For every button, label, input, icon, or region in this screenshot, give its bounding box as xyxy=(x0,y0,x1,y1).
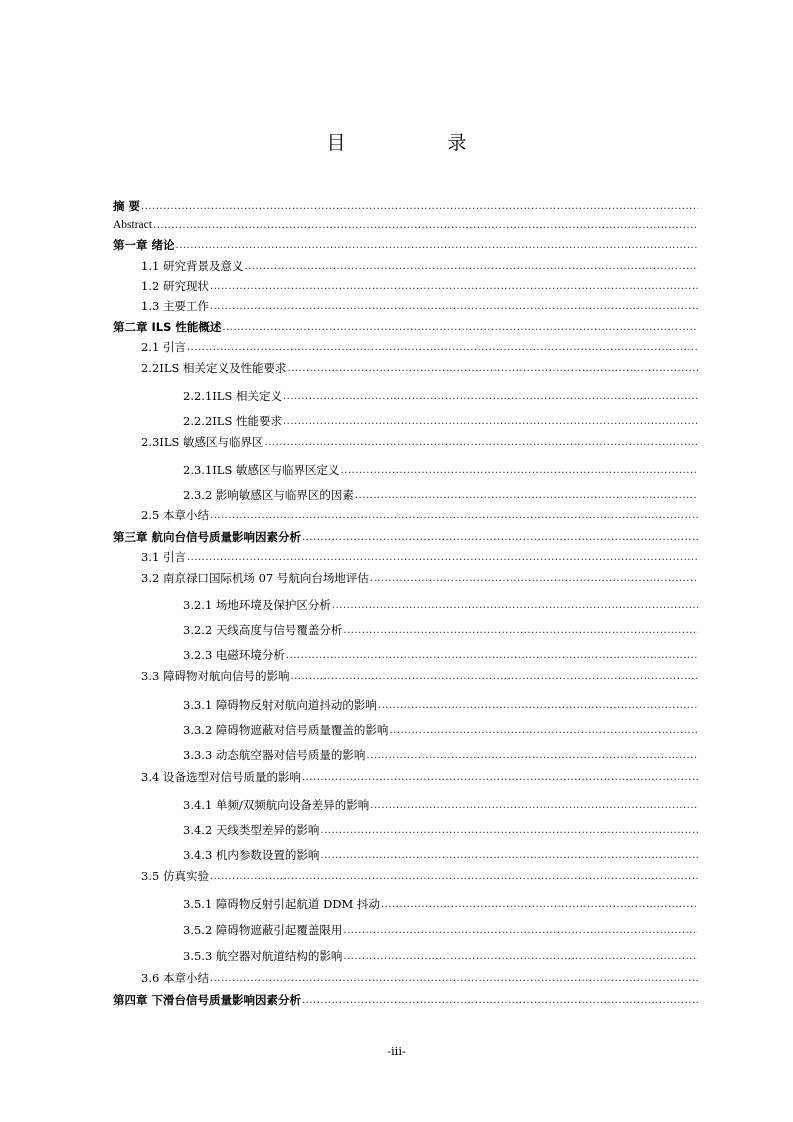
toc-entry-label: 第一章 绪论 xyxy=(113,238,175,252)
dot-leader xyxy=(222,320,698,334)
toc-entry[interactable] xyxy=(113,414,698,428)
toc-entry[interactable] xyxy=(113,949,698,963)
dot-leader xyxy=(370,571,698,585)
dot-leader xyxy=(343,923,698,937)
toc-entry[interactable] xyxy=(113,798,698,812)
toc-entry-label: 摘 要 xyxy=(113,199,141,213)
toc-entry-label: 3.3 障碍物对航向信号的影响 xyxy=(141,669,290,683)
toc-entry[interactable] xyxy=(113,259,698,273)
toc-entry-label: 2.3.2 影响敏感区与临界区的因素 xyxy=(183,488,354,502)
toc-entry-label: 第四章 下滑台信号质量影响因素分析 xyxy=(113,993,302,1007)
toc-entry[interactable] xyxy=(113,508,698,522)
toc-entry-label: 3.5.2 障碍物遮蔽引起覆盖限用 xyxy=(183,923,343,937)
toc-entry-label: 3.2 南京禄口国际机场 07 号航向台场地评估 xyxy=(141,571,369,585)
toc-entry-label: 3.2.3 电磁环境分析 xyxy=(183,648,285,662)
toc-entry[interactable] xyxy=(113,320,698,334)
toc-entry[interactable] xyxy=(113,279,698,293)
toc-entry[interactable] xyxy=(113,698,698,712)
toc-entry[interactable] xyxy=(113,923,698,937)
toc-entry-label: 3.4.3 机内参数设置的影响 xyxy=(183,848,320,862)
dot-leader xyxy=(288,361,698,375)
dot-leader xyxy=(141,199,698,213)
dot-leader xyxy=(283,389,698,403)
dot-leader xyxy=(283,414,698,428)
toc-entry[interactable] xyxy=(113,550,698,564)
dot-leader xyxy=(153,218,698,232)
dot-leader xyxy=(343,623,698,637)
toc-entry-label: 3.3.1 障碍物反射对航向道抖动的影响 xyxy=(183,698,377,712)
page-title: 目 录 xyxy=(326,132,515,154)
toc-entry[interactable] xyxy=(113,488,698,502)
toc-entry[interactable] xyxy=(113,623,698,637)
dot-leader xyxy=(210,869,698,883)
toc-entry[interactable] xyxy=(113,361,698,375)
dot-leader xyxy=(332,598,698,612)
dot-leader xyxy=(210,508,698,522)
toc-entry[interactable] xyxy=(113,530,698,544)
toc-entry-label: 2.2.2ILS 性能要求 xyxy=(183,414,282,428)
toc-entry-label: 第三章 航向台信号质量影响因素分析 xyxy=(113,530,302,544)
toc-entry-label: 1.2 研究现状 xyxy=(141,279,209,293)
toc-entry-label: 3.3.2 障碍物遮蔽对信号质量覆盖的影响 xyxy=(183,723,389,737)
dot-leader xyxy=(302,770,698,784)
dot-leader xyxy=(355,488,698,502)
dot-leader xyxy=(187,550,698,564)
toc-entry-label: 3.2.1 场地环境及保护区分析 xyxy=(183,598,331,612)
dot-leader xyxy=(210,279,698,293)
page-number: -iii- xyxy=(387,1044,406,1058)
toc-entry[interactable] xyxy=(113,869,698,883)
dot-leader xyxy=(290,669,698,683)
toc-entry-label: 2.3ILS 敏感区与临界区 xyxy=(141,435,264,449)
dot-leader xyxy=(244,259,698,273)
toc-entry-label: Abstract xyxy=(113,219,152,231)
toc-entry[interactable] xyxy=(113,389,698,403)
dot-leader xyxy=(286,648,698,662)
toc-entry[interactable] xyxy=(113,669,698,683)
toc-entry-label: 2.5 本章小结 xyxy=(141,508,209,522)
toc-entry[interactable] xyxy=(113,340,698,354)
toc-entry[interactable] xyxy=(113,435,698,449)
toc-entry-label: 3.2.2 天线高度与信号覆盖分析 xyxy=(183,623,343,637)
dot-leader xyxy=(378,698,698,712)
toc-entry-label: 3.5.3 航空器对航道结构的影响 xyxy=(183,949,343,963)
toc-entry-label: 3.3.3 动态航空器对信号质量的影响 xyxy=(183,748,366,762)
toc-entry-label: 3.4.2 天线类型差异的影响 xyxy=(183,823,320,837)
toc-entry-label: 第二章 ILS 性能概述 xyxy=(113,320,222,334)
toc-entry[interactable] xyxy=(113,218,698,232)
toc-entry[interactable] xyxy=(113,770,698,784)
toc-entry[interactable] xyxy=(113,823,698,837)
dot-leader xyxy=(320,848,698,862)
toc-entry[interactable] xyxy=(113,299,698,313)
toc-entry-label: 1.3 主要工作 xyxy=(141,299,209,313)
dot-leader xyxy=(381,897,698,911)
toc-entry[interactable] xyxy=(113,598,698,612)
toc-entry-label: 2.2ILS 相关定义及性能要求 xyxy=(141,361,287,375)
dot-leader xyxy=(302,530,698,544)
toc-entry[interactable] xyxy=(113,993,698,1007)
toc-entry-label: 1.1 研究背景及意义 xyxy=(141,259,244,273)
dot-leader xyxy=(389,723,698,737)
toc-entry-label: 3.1 引言 xyxy=(141,550,186,564)
toc-entry-label: 2.1 引言 xyxy=(141,340,186,354)
toc-entry-label: 3.4.1 单频/双频航向设备差异的影响 xyxy=(183,798,370,812)
toc-entry-label: 3.4 设备选型对信号质量的影响 xyxy=(141,770,301,784)
toc-entry-label: 2.3.1ILS 敏感区与临界区定义 xyxy=(183,463,340,477)
dot-leader xyxy=(320,823,698,837)
toc-entry[interactable] xyxy=(113,748,698,762)
dot-leader xyxy=(176,238,698,252)
toc-entry-label: 3.5.1 障碍物反射引起航道 DDM 抖动 xyxy=(183,897,380,911)
dot-leader xyxy=(265,435,698,449)
dot-leader xyxy=(366,748,698,762)
dot-leader xyxy=(340,463,698,477)
dot-leader xyxy=(302,993,698,1007)
dot-leader xyxy=(210,299,698,313)
dot-leader xyxy=(187,340,698,354)
dot-leader xyxy=(370,798,698,812)
toc-entry[interactable] xyxy=(113,238,698,252)
toc-entry[interactable] xyxy=(113,848,698,862)
dot-leader xyxy=(210,971,698,985)
toc-entry[interactable] xyxy=(113,463,698,477)
toc-entry[interactable] xyxy=(113,648,698,662)
toc-entry-label: 2.2.1ILS 相关定义 xyxy=(183,389,282,403)
dot-leader xyxy=(343,949,698,963)
toc-entry[interactable] xyxy=(113,971,698,985)
toc-entry[interactable] xyxy=(113,897,698,911)
toc-entry-label: 3.5 仿真实验 xyxy=(141,869,209,883)
toc-entry[interactable] xyxy=(113,571,698,585)
toc-entry-label: 3.6 本章小结 xyxy=(141,971,209,985)
toc-entry[interactable] xyxy=(113,199,698,213)
toc-entry[interactable] xyxy=(113,723,698,737)
